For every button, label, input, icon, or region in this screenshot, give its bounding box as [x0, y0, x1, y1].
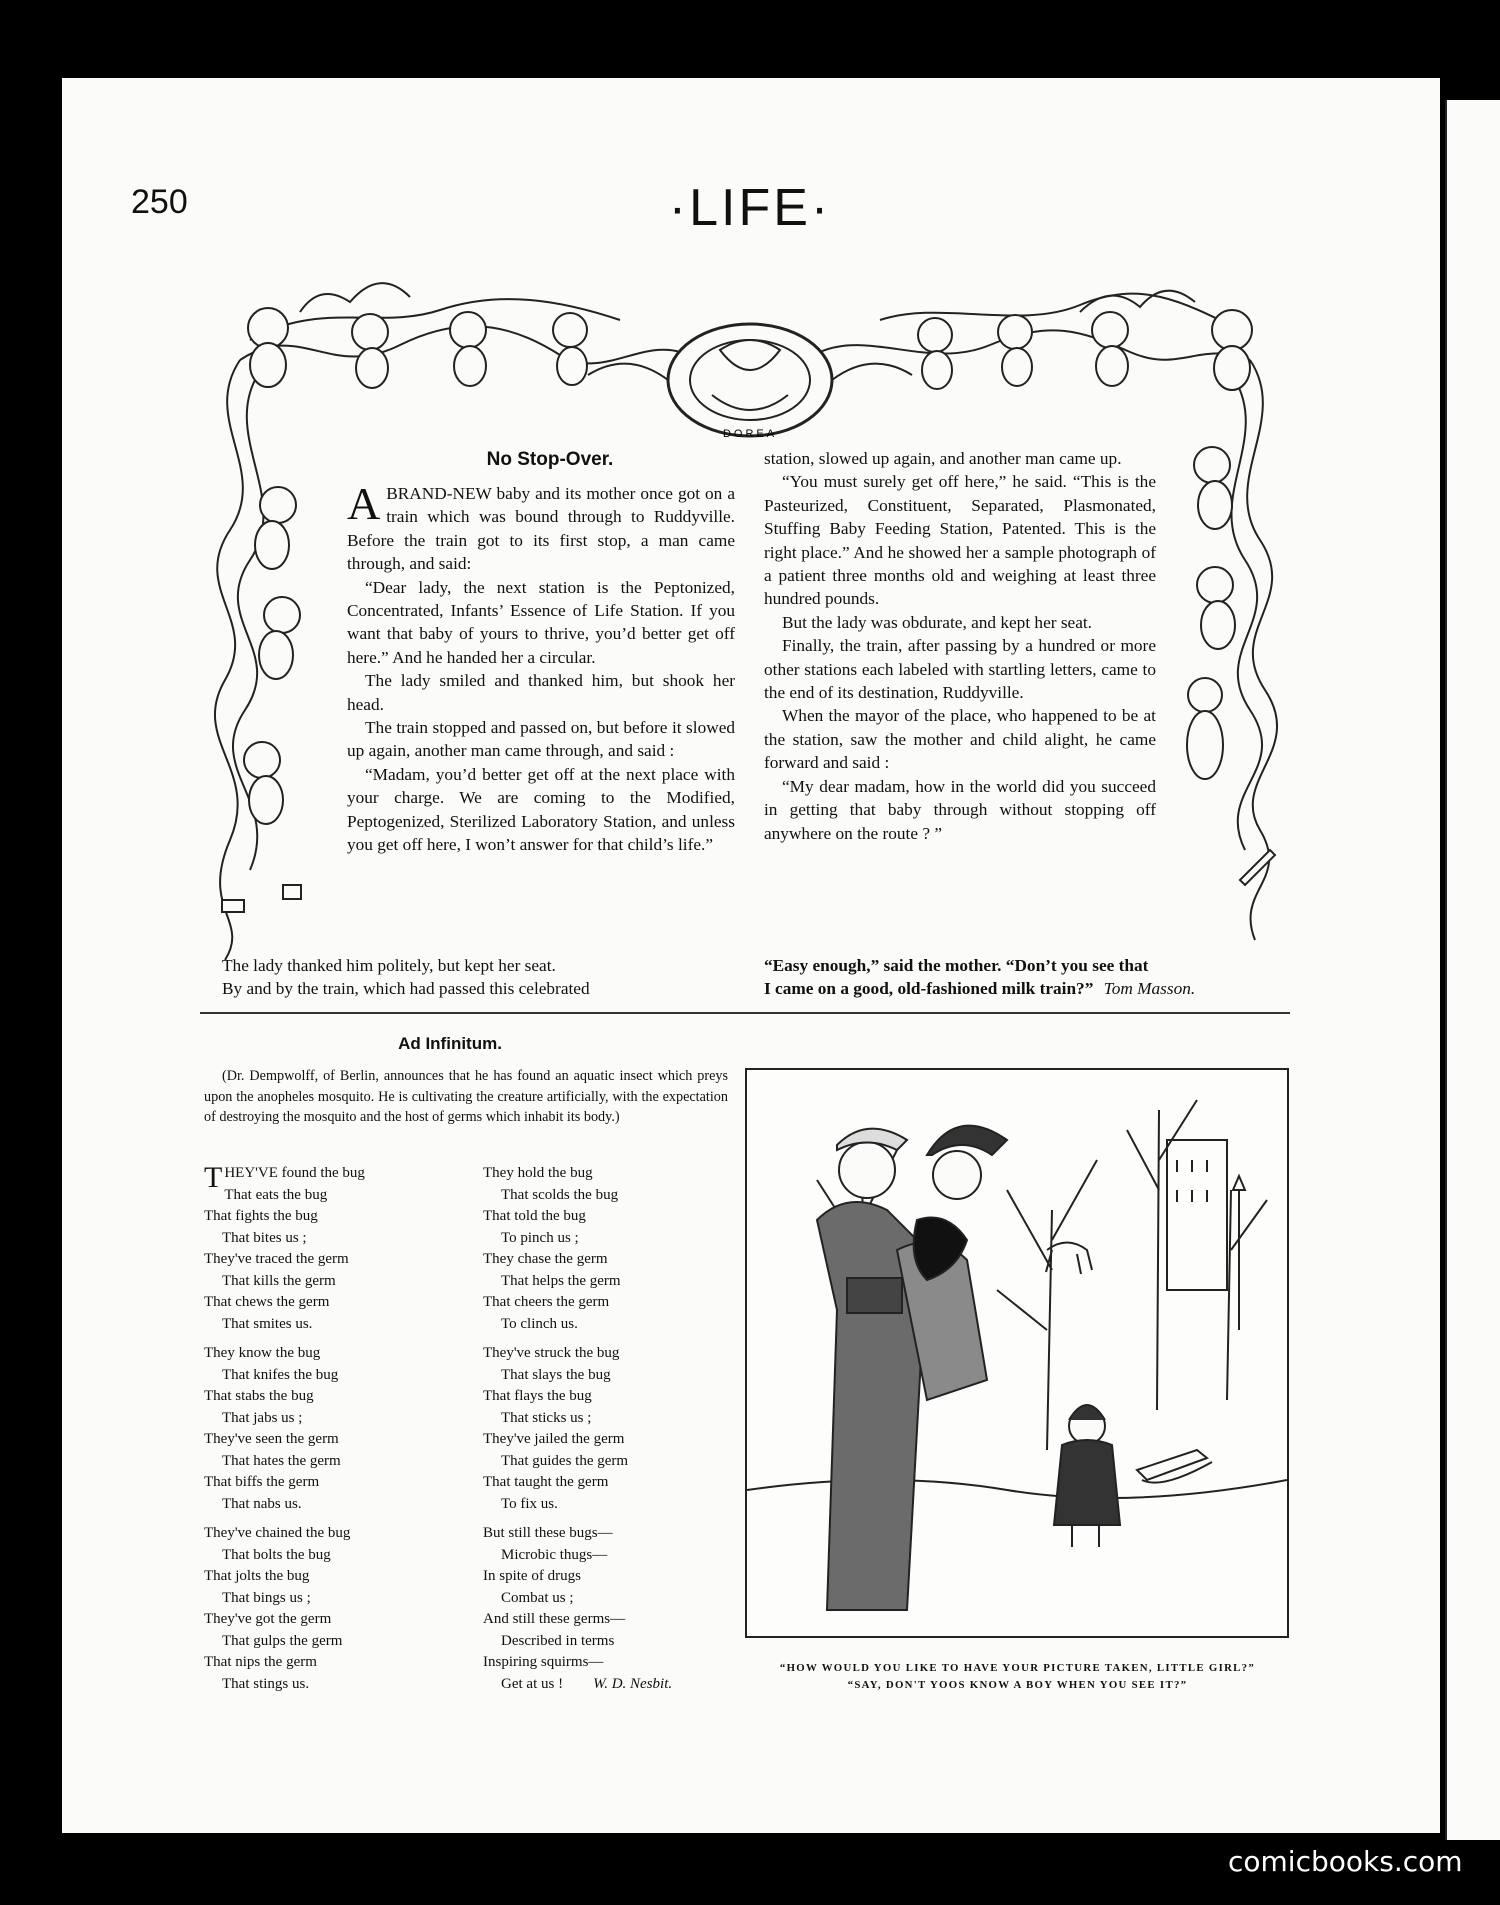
poem-line-text: To pinch us ;	[501, 1229, 579, 1246]
poem-line	[204, 1494, 464, 1516]
poem-line-text: That taught the germ	[483, 1474, 609, 1490]
poem-line-text: They hold the bug	[483, 1165, 593, 1181]
poem-line-text: That biffs the germ	[204, 1474, 320, 1490]
poem-line	[204, 1545, 464, 1567]
story-paragraph	[764, 611, 1156, 634]
story-author: Tom Masson.	[1103, 979, 1196, 998]
winter-park-illustration	[745, 1068, 1289, 1638]
poem-line-text: They've chained the bug	[204, 1525, 351, 1541]
poem-line-text: They've struck the bug	[483, 1345, 620, 1361]
poem-line-text: That jabs us ;	[222, 1409, 303, 1426]
story-right-full-line-2	[764, 977, 1195, 1000]
illustration-drawing	[747, 1070, 1287, 1636]
poem-title: Ad Infinitum.	[398, 1034, 502, 1053]
story-left-full-line-2: By and by the train, which had passed this celebrated	[222, 979, 590, 998]
story-right-full-line-2-text: I came on a good, old-fashioned milk train?”	[764, 979, 1094, 998]
poem-line	[204, 1408, 464, 1430]
poem-line	[204, 1271, 464, 1293]
poem-line-text: Get at us !	[501, 1675, 564, 1692]
paragraph-text: BRAND-NEW baby and its mother once got on a train which was bound through to Ruddyville. Before the train got to its first stop, a man came through, and said:	[347, 484, 735, 574]
poem-line	[483, 1343, 743, 1365]
paragraph-text: “Madam, you’d better get off at the next place with your charge. We are coming to the Modified, Peptogenized, Sterilized Laboratory Station, and unless you get off here, I won’t answer for that child’s life.”	[347, 764, 735, 855]
masthead-title: ·LIFE·	[668, 179, 832, 237]
poem-line	[483, 1451, 743, 1473]
story-right-column	[764, 447, 1156, 845]
section-divider	[200, 1012, 1290, 1014]
poem-line-text: That guides the germ	[501, 1452, 629, 1469]
poem-line-text: Combat us ;	[501, 1589, 574, 1606]
poem-line-text: That smites us.	[222, 1315, 313, 1332]
poem-line-text: That scolds the bug	[501, 1186, 619, 1203]
poem-line	[204, 1472, 464, 1494]
poem-line	[483, 1523, 743, 1545]
story-paragraph	[764, 775, 1156, 845]
paragraph-text: station, slowed up again, and another man came up.	[764, 449, 1122, 468]
poem-line	[483, 1588, 743, 1610]
poem-line	[204, 1609, 464, 1631]
poem-line-text: That sticks us ;	[501, 1409, 592, 1426]
poem-line-text: That told the bug	[483, 1208, 586, 1224]
poem-line	[204, 1365, 464, 1387]
poem-line-text: Microbic thugs—	[501, 1546, 608, 1563]
poem-line	[483, 1609, 743, 1631]
caption-line-1: “HOW WOULD YOU LIKE TO HAVE YOUR PICTURE TAKEN, LITTLE GIRL?”	[779, 1662, 1256, 1674]
poem-line-text: That fights the bug	[204, 1208, 318, 1224]
poem-line	[204, 1314, 464, 1336]
poem-line-text: That bites us ;	[222, 1229, 307, 1246]
story-right-full-line-1: “Easy enough,” said the mother. “Don’t you see that	[764, 956, 1149, 975]
poem-line	[483, 1386, 743, 1408]
poem-line-text: They've traced the germ	[204, 1251, 349, 1267]
poem-stanza	[204, 1163, 464, 1335]
poem-line-text: They chase the germ	[483, 1251, 608, 1267]
story-paragraph	[347, 478, 735, 576]
source-watermark: comicbooks.com	[1228, 1845, 1463, 1878]
illustration-caption	[745, 1660, 1290, 1694]
poem-line	[483, 1545, 743, 1567]
story-title: No Stop-Over.	[486, 449, 614, 470]
poem-line	[483, 1674, 743, 1696]
caption-line-2: “SAY, DON'T YOOS KNOW A BOY WHEN YOU SEE IT?”	[847, 1679, 1188, 1691]
poem-author: W. D. Nesbit.	[593, 1675, 673, 1692]
paragraph-text: “Dear lady, the next station is the Peptonized, Concentrated, Infants’ Essence of Life Station. If you want that baby of yours to thrive, you’d better get off here.” And he handed her a circular.	[347, 577, 735, 667]
poem-line	[483, 1566, 743, 1588]
poem-line	[204, 1386, 464, 1408]
poem-line-text: To clinch us.	[501, 1315, 578, 1332]
story-left-full-line-1: The lady thanked him politely, but kept her seat.	[222, 956, 556, 975]
poem-stanza	[483, 1163, 743, 1335]
poem-line	[483, 1228, 743, 1250]
poem-line-text: And still these germs—	[483, 1611, 626, 1627]
poem-line-text: That eats the bug	[224, 1186, 328, 1203]
poem-line-text: To fix us.	[501, 1495, 558, 1512]
poem-line	[204, 1652, 464, 1674]
poem-line-text: They've jailed the germ	[483, 1431, 625, 1447]
poem-line	[483, 1494, 743, 1516]
story-paragraph	[347, 716, 735, 763]
poem-stanza	[483, 1343, 743, 1515]
poem-line-text: But still these bugs—	[483, 1525, 613, 1541]
poem-line	[483, 1631, 743, 1653]
poem-line	[483, 1652, 743, 1674]
story-paragraph	[347, 763, 735, 857]
poem-line-text: They've seen the germ	[204, 1431, 339, 1447]
poem-line	[204, 1343, 464, 1365]
poem-line-text: That stabs the bug	[204, 1388, 314, 1404]
poem-line	[483, 1314, 743, 1336]
poem-line-text: That flays the bug	[483, 1388, 592, 1404]
poem-line-text: That kills the germ	[222, 1272, 336, 1289]
poem-line	[483, 1185, 743, 1207]
poem-line	[204, 1451, 464, 1473]
poem-line	[204, 1588, 464, 1610]
paragraph-text: The lady smiled and thanked him, but shook her head.	[347, 671, 735, 714]
poem-line-text: They've got the germ	[204, 1611, 332, 1627]
poem-line	[204, 1206, 464, 1228]
poem-right-column	[483, 1163, 743, 1703]
poem-line	[204, 1566, 464, 1588]
paragraph-text: “My dear madam, how in the world did you succeed in getting that baby through without stopping off anywhere on the route ? ”	[764, 776, 1156, 843]
poem-line	[483, 1292, 743, 1314]
story-paragraph	[347, 576, 735, 670]
poem-line	[204, 1429, 464, 1451]
story-paragraph	[347, 669, 735, 716]
poem-line-text: That chews the germ	[204, 1294, 330, 1310]
poem-line-text: That knifes the bug	[222, 1366, 339, 1383]
paragraph-text: The train stopped and passed on, but before it slowed up again, another man came through, and said :	[347, 718, 735, 761]
poem-line-text: That nabs us.	[222, 1495, 302, 1512]
poem-line-text: Described in terms	[501, 1632, 615, 1649]
poem-stanza	[204, 1523, 464, 1695]
poem-line	[204, 1161, 464, 1194]
poem-line-text: That helps the germ	[501, 1272, 621, 1289]
poem-line	[204, 1674, 464, 1696]
poem-line-text: That bolts the bug	[222, 1546, 331, 1563]
poem-line	[483, 1429, 743, 1451]
poem-line-text: That nips the germ	[204, 1654, 317, 1670]
poem-line-text: That jolts the bug	[204, 1568, 310, 1584]
story-paragraph	[764, 447, 1156, 470]
story-paragraph	[764, 470, 1156, 610]
poem-line-text: That hates the germ	[222, 1452, 341, 1469]
paragraph-text: Finally, the train, after passing by a hundred or more other stations each labeled with startling letters, came to the end of its destination, Ruddyville.	[764, 636, 1156, 703]
story-paragraph	[764, 634, 1156, 704]
poem-line	[204, 1523, 464, 1545]
poem-line-text: That slays the bug	[501, 1366, 611, 1383]
story-left-column	[347, 478, 735, 857]
poem-line	[483, 1408, 743, 1430]
poem-line	[483, 1249, 743, 1271]
poem-line-text: That cheers the germ	[483, 1294, 610, 1310]
poem-line-text: That stings us.	[222, 1675, 310, 1692]
story-paragraph	[764, 704, 1156, 774]
border-signature: DOREA	[722, 428, 778, 440]
poem-line	[204, 1631, 464, 1653]
poem-line	[483, 1365, 743, 1387]
poem-editorial-note: (Dr. Dempwolff, of Berlin, announces that he has found an aquatic insect which preys upon the anopheles mosquito. He is cultivating the creature artificially, with the expectation of destroying the mosquito and the host of germs which inhabit its body.)	[204, 1068, 728, 1125]
poem-stanza	[204, 1343, 464, 1515]
poem-line	[204, 1249, 464, 1271]
poem-line	[483, 1206, 743, 1228]
poem-line-text: HEY'VE found the bug	[224, 1165, 365, 1181]
poem-stanza	[483, 1523, 743, 1695]
page-number: 250	[131, 183, 188, 221]
paragraph-text: “You must surely get off here,” he said. “This is the Pasteurized, Constituent, Separated, Plasmonated, Stuffing Baby Feeding Station, Patented. This is the right place.” And he showed her a sample photograph of a patient three months old and weighing at least three hundred pounds.	[764, 472, 1156, 609]
poem-drop-cap: T	[204, 1161, 223, 1194]
poem-line	[483, 1271, 743, 1293]
poem-line-text: That gulps the germ	[222, 1632, 343, 1649]
poem-line	[483, 1472, 743, 1494]
poem-line-text: In spite of drugs	[483, 1568, 581, 1584]
poem-line-text: They know the bug	[204, 1345, 321, 1361]
paragraph-text: When the mayor of the place, who happened to be at the station, saw the mother and child alight, he came forward and said :	[764, 706, 1156, 773]
poem-line	[204, 1185, 464, 1207]
poem-line	[483, 1163, 743, 1185]
drop-cap: A	[347, 478, 381, 529]
poem-line	[204, 1292, 464, 1314]
poem-line-text: That bings us ;	[222, 1589, 311, 1606]
paragraph-text: But the lady was obdurate, and kept her seat.	[782, 612, 1093, 632]
poem-line-text: Inspiring squirms—	[483, 1654, 604, 1670]
poem-line	[204, 1228, 464, 1250]
poem-left-column	[204, 1163, 464, 1703]
